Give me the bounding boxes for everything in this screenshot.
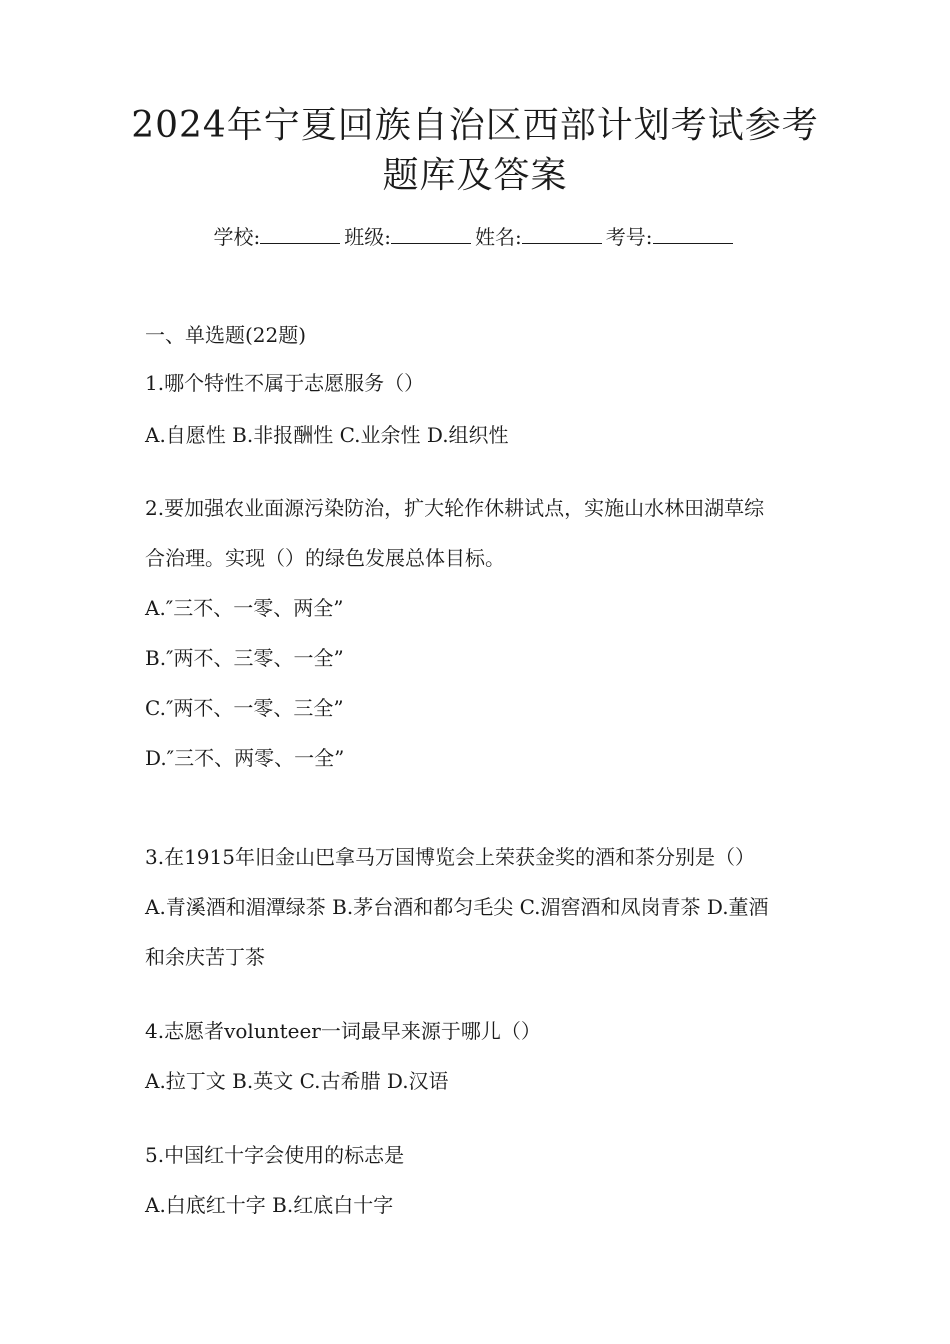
question-1-stem: 1.哪个特性不属于志愿服务（） (145, 371, 425, 395)
student-info-fields (0, 222, 950, 252)
exam-number-field (606, 222, 737, 252)
question-3-options-line-1: A.青溪酒和湄潭绿茶 B.茅台酒和都匀毛尖 C.湄窖酒和凤岗青茶 D.董酒 (145, 895, 769, 919)
question-3-stem: 3.在1915年旧金山巴拿马万国博览会上荣获金奖的酒和茶分别是（） (145, 845, 755, 869)
question-2-stem-line-1: 2.要加强农业面源污染防治，扩大轮作休耕试点，实施山水林田湖草综 (145, 496, 765, 520)
question-2-option-a: A.″三不、一零、两全” (145, 596, 344, 620)
document-title-line-1: 2024年宁夏回族自治区西部计划考试参考 (131, 105, 819, 146)
school-label: 学校: (213, 225, 261, 249)
question-4-stem: 4.志愿者volunteer一词最早来源于哪儿（） (145, 1019, 541, 1043)
question-2-option-b: B.″两不、三零、一全” (145, 646, 344, 670)
question-3-options-line-2: 和余庆苦丁茶 (145, 945, 265, 969)
question-5-stem: 5.中国红十字会使用的标志是 (145, 1143, 405, 1167)
document-title-line-2: 题库及答案 (382, 155, 568, 196)
exam-number-label: 考号: (605, 225, 653, 249)
class-blank (391, 223, 471, 244)
question-1-options: A.自愿性 B.非报酬性 C.业余性 D.组织性 (145, 423, 509, 447)
question-5-options: A.白底红十字 B.红底白十字 (145, 1193, 394, 1217)
name-blank (522, 223, 602, 244)
school-field (214, 222, 345, 252)
class-field (344, 222, 475, 252)
class-label: 班级: (344, 225, 391, 249)
question-2-option-c: C.″两不、一零、三全” (145, 696, 344, 720)
question-2-option-d: D.″三不、两零、一全” (145, 746, 345, 770)
school-blank (260, 223, 340, 244)
exam-number-blank (653, 223, 733, 244)
name-field (475, 222, 606, 252)
name-label: 姓名: (475, 225, 522, 249)
question-2-stem-line-2: 合治理。实现（）的绿色发展总体目标。 (145, 546, 505, 570)
question-4-options: A.拉丁文 B.英文 C.古希腊 D.汉语 (145, 1069, 449, 1093)
section-heading: 一、单选题(22题) (145, 323, 307, 347)
